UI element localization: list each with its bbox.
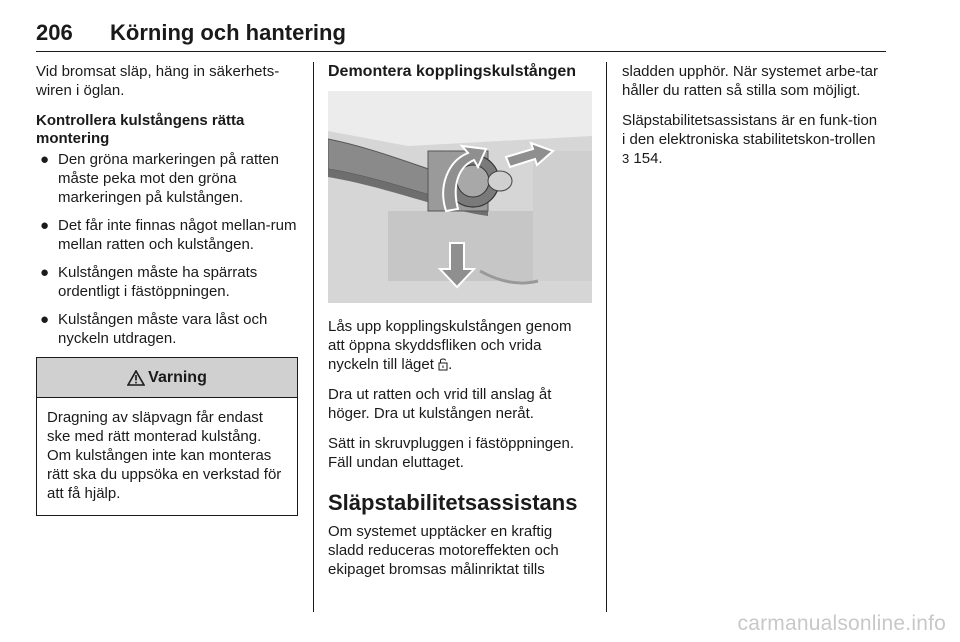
warning-triangle-icon (127, 370, 145, 386)
subheading-check-mounting: Kontrollera kulstångens rätta montering (36, 112, 245, 147)
paragraph-stability-reference: Släpstabilitetsassistans är en funk-tion i den elektroniska stabilitetskon-trollen 3 154. (622, 112, 878, 167)
list-item: ● Kulstången måste vara låst och nyckeln utdragen. (40, 311, 268, 347)
paragraph-pull-out: Dra ut ratten och vrid till anslag åt höger. Dra ut kulstången neråt. (328, 386, 552, 422)
paragraph-continuation: sladden upphör. När systemet arbe-tar håller du ratten så stilla som möjligt. (622, 63, 878, 99)
warning-header (37, 358, 297, 398)
chapter-title: Körning och hantering (110, 20, 346, 45)
column-right (622, 62, 884, 168)
column-divider (606, 62, 607, 612)
paragraph-insert-plug: Sätt in skruvpluggen i fästöppningen. Fäll undan eluttaget. (328, 435, 574, 471)
warning-title: Varning (148, 368, 207, 386)
column-divider (313, 62, 314, 612)
column-middle (328, 62, 592, 579)
section-heading-remove-ball-bar: Demontera kopplingskulstången (328, 63, 577, 80)
column-left (36, 62, 298, 516)
warning-body: Dragning av släpvagn får endast ske med rätt monterad kulstång. Om kulstången inte kan monteras rätt ska du uppsöka en verkstad för att få hjälp. (47, 409, 282, 502)
page-number: 206 (36, 20, 73, 45)
page-reference-arrow-icon: 3 (622, 151, 630, 166)
list-item: ● Det får inte finnas något mellan-rum mellan ratten och kulstången. (40, 217, 297, 253)
page-header (36, 20, 886, 52)
section-heading-trailer-stability: Släpstabilitetsassistans (328, 490, 578, 515)
page-reference-link[interactable]: 154. (633, 150, 663, 167)
warning-box (36, 357, 298, 516)
paragraph-trailer-stability: Om systemet upptäcker en kraftig sladd reduceras motoreffekten och ekipaget bromsas målinriktat tills (328, 523, 559, 578)
tow-bar-illustration (328, 91, 592, 303)
check-list (36, 150, 298, 348)
unlocked-padlock-icon (438, 357, 448, 371)
watermark: carmanualsonline.info (737, 612, 946, 635)
list-item: ● Kulstången måste ha spärrats ordentligt i fästöppningen. (40, 264, 258, 300)
intro-paragraph: Vid bromsat släp, häng in säkerhets-wiren i öglan. (36, 63, 280, 99)
paragraph-unlock: Lås upp kopplingskulstången genom att öppna skyddsfliken och vrida nyckeln till läget . (328, 318, 572, 373)
list-item: ● Den gröna markeringen på ratten måste peka mot den gröna markeringen på kulstången. (40, 151, 279, 206)
